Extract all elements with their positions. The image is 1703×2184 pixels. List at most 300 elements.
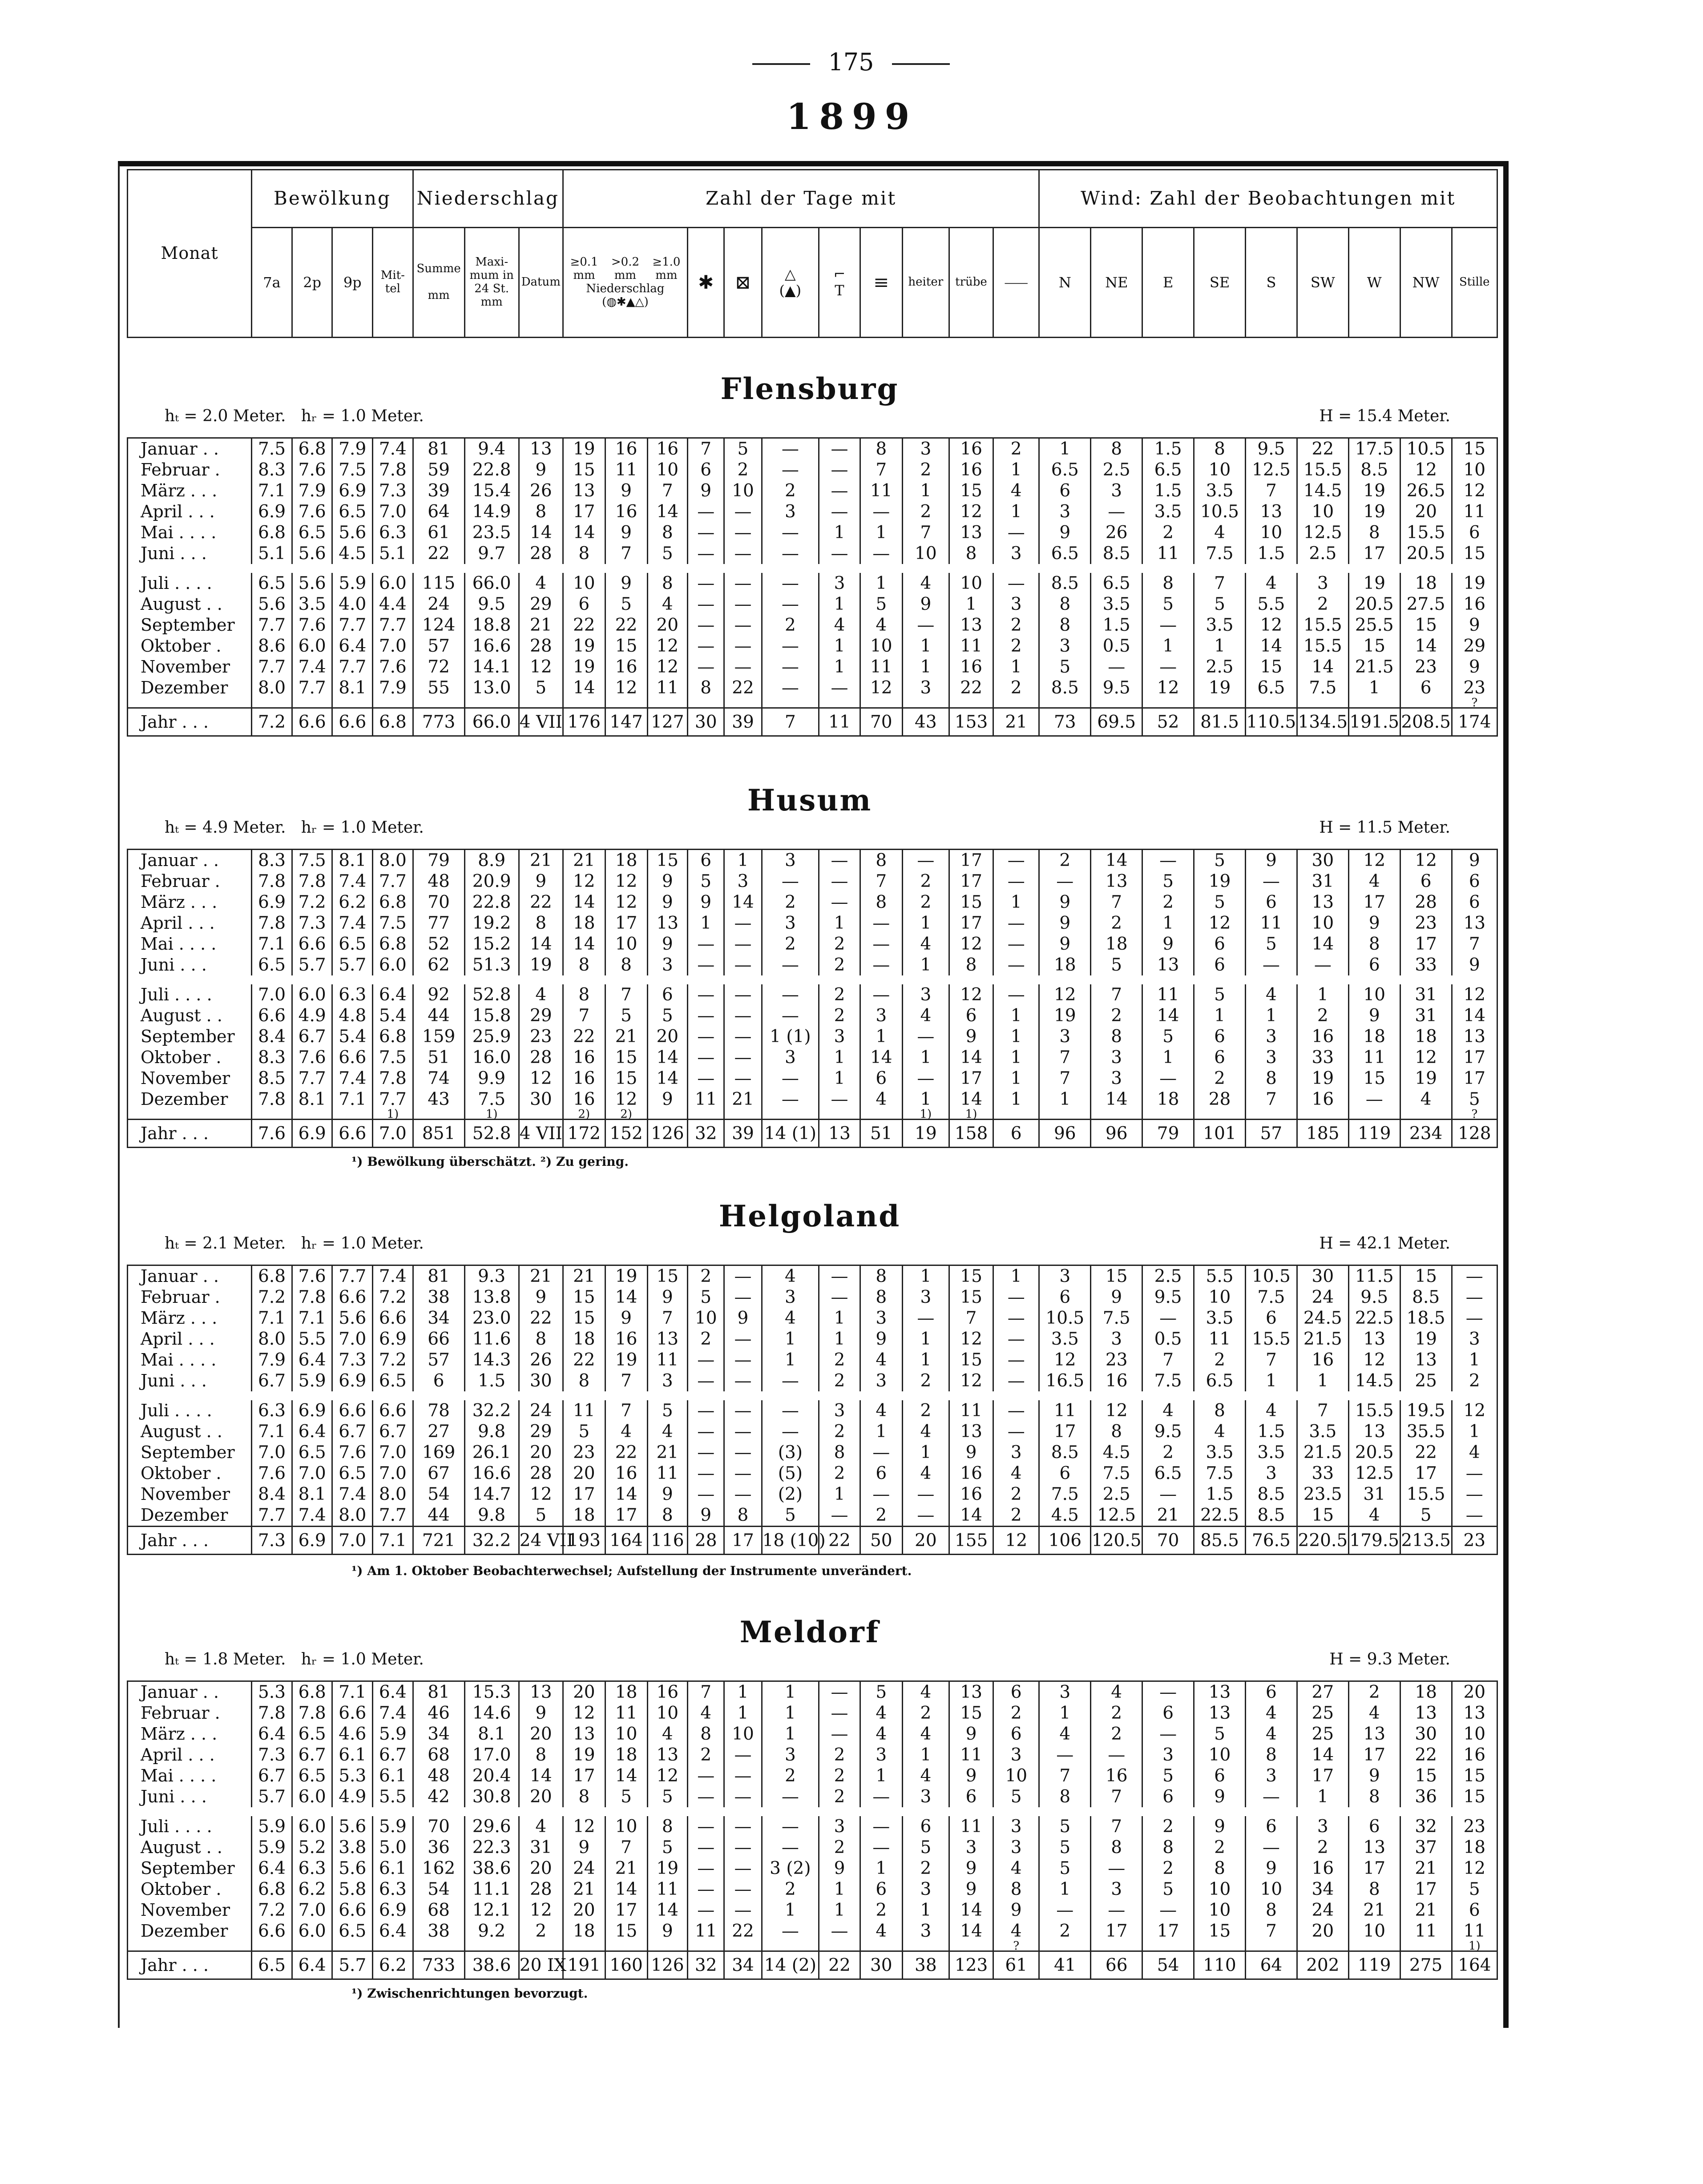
- cell: 66.0: [464, 573, 519, 594]
- cell: 6.5: [292, 1765, 332, 1786]
- cell: 6.3: [373, 522, 413, 543]
- cell: 9.8: [464, 1505, 519, 1527]
- cell: —: [902, 1505, 949, 1527]
- cell: 5.0: [373, 1837, 413, 1858]
- cell: 1: [860, 1765, 902, 1786]
- cell: 3: [902, 1879, 949, 1900]
- cell: 17: [563, 501, 605, 522]
- cell: 18: [563, 1921, 605, 1942]
- cell: 70: [860, 708, 902, 736]
- table-row: [128, 459, 1497, 480]
- cell: —: [724, 955, 762, 975]
- cell: 6.0: [373, 573, 413, 594]
- month-label: März . . .: [128, 480, 252, 501]
- cell: 54: [1142, 1951, 1194, 1979]
- footnote-mark: [1245, 698, 1297, 708]
- header-wind-s: S: [1245, 228, 1297, 338]
- cell: 5: [1039, 1837, 1091, 1858]
- cell: 2.5: [1297, 543, 1348, 564]
- cell: 1: [762, 1900, 819, 1921]
- cell: 6: [1245, 1681, 1297, 1703]
- cell: 22: [949, 677, 993, 698]
- cell: 10.5: [1194, 501, 1246, 522]
- cell: —: [819, 892, 860, 913]
- cell: 7.0: [332, 1329, 373, 1350]
- station-name: Meldorf: [739, 1615, 880, 1649]
- cell: 7.8: [292, 1703, 332, 1724]
- footnote-mark: [1348, 698, 1400, 708]
- cell: 21: [993, 708, 1039, 736]
- jahr-label: Jahr . . .: [128, 708, 252, 736]
- month-label: Februar .: [128, 459, 252, 480]
- cell: 11: [1194, 1329, 1246, 1350]
- cell: 12: [563, 871, 605, 892]
- month-label: März . . .: [128, 892, 252, 913]
- cell: 8.3: [252, 459, 292, 480]
- cell: 2: [688, 1745, 724, 1765]
- cell: 3.5: [1297, 1421, 1348, 1442]
- month-label: Dezember: [128, 1089, 252, 1110]
- cell: 16: [605, 501, 647, 522]
- cell: 4.5: [1039, 1505, 1091, 1527]
- cell: 18.5: [1400, 1308, 1452, 1329]
- cell: 7.5: [464, 1089, 519, 1110]
- cell: 6.4: [292, 1951, 332, 1979]
- cell: 11: [860, 657, 902, 677]
- cell: 7: [949, 1308, 993, 1329]
- cell: —: [688, 984, 724, 1005]
- cell: 2: [1348, 1681, 1400, 1703]
- cell: 8.0: [252, 1329, 292, 1350]
- cell: 5.5: [1245, 594, 1297, 615]
- footnote-mark: [1194, 1110, 1246, 1120]
- cell: 4: [762, 1308, 819, 1329]
- cell: 19: [563, 438, 605, 460]
- cell: 169: [413, 1442, 464, 1463]
- footnote: ¹) Bewölkung überschätzt. ²) Zu gering.: [351, 1154, 629, 1169]
- cell: 77: [413, 913, 464, 934]
- cell: 8.1: [332, 850, 373, 871]
- station-ht: hₜ = 2.1 Meter. hᵣ = 1.0 Meter.: [165, 1234, 424, 1253]
- cell: 7.0: [252, 1442, 292, 1463]
- cell: 12.5: [1245, 459, 1297, 480]
- cell: 14.5: [1297, 480, 1348, 501]
- cell: 5.7: [332, 955, 373, 975]
- table-row: [128, 892, 1497, 913]
- cell: —: [819, 871, 860, 892]
- cell: 12: [1400, 459, 1452, 480]
- cell: 3: [1297, 573, 1348, 594]
- cell: 5.2: [292, 1837, 332, 1858]
- cell: 6.9: [373, 1329, 413, 1350]
- cell: 7.5: [1091, 1463, 1142, 1484]
- cell: 8.5: [1400, 1287, 1452, 1308]
- cell: 162: [413, 1858, 464, 1879]
- cell: 7.0: [373, 1120, 413, 1148]
- cell: 23.5: [1297, 1484, 1348, 1505]
- cell: 17: [1091, 1921, 1142, 1942]
- cell: 12: [1245, 615, 1297, 636]
- cell: 4: [902, 1724, 949, 1745]
- cell: 15: [647, 850, 688, 871]
- cell: 1: [1039, 1089, 1091, 1110]
- cell: 13: [563, 1724, 605, 1745]
- cell: 5: [1039, 1816, 1091, 1837]
- cell: 17: [563, 1765, 605, 1786]
- cell: —: [688, 1026, 724, 1047]
- cell: 14: [647, 1047, 688, 1068]
- cell: 7.0: [252, 984, 292, 1005]
- cell: 10: [1452, 1724, 1497, 1745]
- cell: —: [762, 955, 819, 975]
- cell: 78: [413, 1400, 464, 1421]
- cell: 13: [647, 913, 688, 934]
- cell: —: [724, 1350, 762, 1370]
- cell: 9.7: [464, 543, 519, 564]
- cell: 5.6: [332, 1858, 373, 1879]
- cell: 1: [902, 1265, 949, 1287]
- cell: 15: [1245, 657, 1297, 677]
- cell: (5): [762, 1463, 819, 1484]
- cell: 17: [1039, 1421, 1091, 1442]
- cell: 15: [949, 1265, 993, 1287]
- cell: 12: [519, 1484, 563, 1505]
- footnote-mark: [1039, 1110, 1091, 1120]
- cell: 43: [902, 708, 949, 736]
- cell: 1: [902, 1900, 949, 1921]
- cell: —: [1245, 955, 1297, 975]
- cell: 4.6: [332, 1724, 373, 1745]
- cell: —: [1452, 1505, 1497, 1527]
- cell: 25.5: [1348, 615, 1400, 636]
- cell: 7.3: [292, 913, 332, 934]
- table-row: [128, 657, 1497, 677]
- cell: 5: [519, 1505, 563, 1527]
- table-row: [128, 438, 1497, 460]
- cell: (2): [762, 1484, 819, 1505]
- cell: 7: [1194, 573, 1246, 594]
- cell: —: [860, 984, 902, 1005]
- month-label: Oktober .: [128, 1047, 252, 1068]
- cell: 31: [1297, 871, 1348, 892]
- cell: —: [1091, 501, 1142, 522]
- cell: 5.7: [332, 1951, 373, 1979]
- cell: 7.8: [252, 913, 292, 934]
- cell: 12: [647, 1765, 688, 1786]
- cell: 1: [860, 522, 902, 543]
- cell: 6.9: [332, 480, 373, 501]
- cell: —: [724, 657, 762, 677]
- cell: 24: [1297, 1287, 1348, 1308]
- cell: 17: [605, 1900, 647, 1921]
- month-label: November: [128, 657, 252, 677]
- cell: 23: [1452, 1816, 1497, 1837]
- footnote-mark: [949, 1942, 993, 1951]
- cell: 6: [563, 594, 605, 615]
- footnote: ¹) Am 1. Oktober Beobachterwechsel; Aufstellung der Instrumente unverändert.: [351, 1563, 912, 1578]
- cell: 3: [1142, 1745, 1194, 1765]
- header-zahl-der-tage: Zahl der Tage mit: [563, 170, 1039, 228]
- cell: 13: [1400, 1703, 1452, 1724]
- cell: 4.8: [332, 1005, 373, 1026]
- cell: 5: [605, 1786, 647, 1807]
- cell: —: [688, 1005, 724, 1026]
- cell: 30: [1297, 1265, 1348, 1287]
- cell: 16.5: [1039, 1370, 1091, 1391]
- cell: 4: [860, 1724, 902, 1745]
- cell: 6.8: [252, 1879, 292, 1900]
- cell: 81: [413, 438, 464, 460]
- cell: 15: [949, 1287, 993, 1308]
- cell: 26.1: [464, 1442, 519, 1463]
- cell: 1: [902, 1350, 949, 1370]
- header-wind-se: SE: [1194, 228, 1246, 338]
- cell: 15: [949, 1350, 993, 1370]
- header-datum: Datum: [519, 228, 563, 338]
- cell: 7.2: [373, 1287, 413, 1308]
- cell: 7.7: [373, 1505, 413, 1527]
- cell: 1: [762, 1724, 819, 1745]
- cell: 8: [860, 892, 902, 913]
- month-label: September: [128, 1026, 252, 1047]
- cell: 1.5: [464, 1370, 519, 1391]
- cell: 8.3: [252, 1047, 292, 1068]
- cell: 6.6: [332, 1703, 373, 1724]
- cell: 41: [1039, 1951, 1091, 1979]
- cell: 6.3: [332, 984, 373, 1005]
- cell: 64: [1245, 1951, 1297, 1979]
- month-label: Februar .: [128, 1287, 252, 1308]
- cell: 1: [993, 1089, 1039, 1110]
- cell: 70: [1142, 1527, 1194, 1555]
- cell: 12: [605, 871, 647, 892]
- cell: 7.8: [373, 1068, 413, 1089]
- cell: 12: [1452, 1858, 1497, 1879]
- cell: 8: [563, 543, 605, 564]
- cell: 2: [688, 1329, 724, 1350]
- cell: 22: [724, 677, 762, 698]
- table-row: [128, 1265, 1497, 1287]
- cell: 17.5: [1348, 438, 1400, 460]
- cell: 7.1: [332, 1681, 373, 1703]
- cell: 9.5: [1142, 1287, 1194, 1308]
- cell: 4: [1194, 1421, 1246, 1442]
- cell: 6.9: [373, 1900, 413, 1921]
- cell: 6.7: [373, 1745, 413, 1765]
- cell: 30: [1400, 1724, 1452, 1745]
- cell: 7: [1245, 480, 1297, 501]
- cell: 6.4: [373, 1921, 413, 1942]
- cell: 3: [724, 871, 762, 892]
- cell: 6: [1194, 1026, 1246, 1047]
- cell: 18: [605, 850, 647, 871]
- cell: 14: [949, 1505, 993, 1527]
- header-wind: Wind: Zahl der Beobachtungen mit: [1039, 170, 1497, 228]
- cell: 10.5: [1245, 1265, 1297, 1287]
- cell: 4.9: [332, 1786, 373, 1807]
- cell: —: [1297, 955, 1348, 975]
- cell: 2: [902, 1400, 949, 1421]
- fog-icon: ≡: [860, 228, 902, 338]
- cell: 27: [413, 1421, 464, 1442]
- cell: 23: [1452, 677, 1497, 698]
- cell: 721: [413, 1527, 464, 1555]
- cell: 11: [1245, 913, 1297, 934]
- month-label: Mai . . . .: [128, 1765, 252, 1786]
- table-row: [128, 1505, 1497, 1527]
- cell: 9.9: [464, 1068, 519, 1089]
- cell: 6.9: [252, 892, 292, 913]
- cell: 4: [1091, 1681, 1142, 1703]
- cell: —: [724, 1421, 762, 1442]
- cell: 22: [519, 892, 563, 913]
- cell: 4: [762, 1265, 819, 1287]
- cell: —: [724, 636, 762, 657]
- cell: 66: [413, 1329, 464, 1350]
- cell: 7.1: [332, 1089, 373, 1110]
- cell: 6.5: [292, 1442, 332, 1463]
- cell: 5.9: [373, 1724, 413, 1745]
- cell: 18: [1142, 1089, 1194, 1110]
- cell: 1: [1297, 984, 1348, 1005]
- cell: 101: [1194, 1120, 1246, 1148]
- cell: —: [860, 913, 902, 934]
- cell: 10: [1348, 984, 1400, 1005]
- cell: —: [1142, 850, 1194, 871]
- table-row: [128, 636, 1497, 657]
- cell: 11: [605, 1703, 647, 1724]
- cell: —: [860, 1816, 902, 1837]
- cell: 21: [519, 850, 563, 871]
- footnote-mark: [519, 1942, 563, 1951]
- cell: 1: [762, 1350, 819, 1370]
- cell: 12.5: [1348, 1463, 1400, 1484]
- cell: 23: [519, 1026, 563, 1047]
- cell: 7.8: [252, 1089, 292, 1110]
- cell: 3: [993, 543, 1039, 564]
- cell: 6: [860, 1879, 902, 1900]
- cell: 79: [413, 850, 464, 871]
- cell: 76.5: [1245, 1527, 1297, 1555]
- cell: 12: [1194, 913, 1246, 934]
- month-label: Februar .: [128, 871, 252, 892]
- cell: 6.8: [373, 708, 413, 736]
- cell: 18: [1039, 955, 1091, 975]
- cell: 4: [902, 1765, 949, 1786]
- cell: 11: [688, 1921, 724, 1942]
- cell: 3.8: [332, 1837, 373, 1858]
- jahr-row: [128, 1527, 1497, 1555]
- cell: 4: [993, 480, 1039, 501]
- cell: 20: [519, 1858, 563, 1879]
- cell: 2: [902, 871, 949, 892]
- cell: 17: [949, 871, 993, 892]
- cell: 1.5: [1142, 438, 1194, 460]
- cell: 22.5: [1348, 1308, 1400, 1329]
- cell: 34: [413, 1308, 464, 1329]
- cell: 1: [902, 913, 949, 934]
- cell: 8.1: [292, 1089, 332, 1110]
- cell: 3.5: [292, 594, 332, 615]
- cell: —: [993, 913, 1039, 934]
- footnote-mark: [1091, 1942, 1142, 1951]
- cell: 17: [1348, 1745, 1400, 1765]
- table-row: [128, 677, 1497, 698]
- cell: 7.7: [252, 657, 292, 677]
- cell: 10: [1194, 1745, 1246, 1765]
- cell: —: [1245, 871, 1297, 892]
- cell: —: [819, 1703, 860, 1724]
- cell: 152: [605, 1120, 647, 1148]
- cell: 22.5: [1194, 1505, 1246, 1527]
- cell: 9: [1039, 934, 1091, 955]
- cell: 3: [762, 1047, 819, 1068]
- cell: 7.0: [292, 1900, 332, 1921]
- cell: 1: [819, 913, 860, 934]
- month-label: August . .: [128, 1421, 252, 1442]
- cell: 21.5: [1297, 1442, 1348, 1463]
- cell: 19: [1348, 573, 1400, 594]
- cell: 5: [647, 1786, 688, 1807]
- table-row: [128, 501, 1497, 522]
- footnote-mark: [1348, 1942, 1400, 1951]
- station-ht: hₜ = 1.8 Meter. hᵣ = 1.0 Meter.: [165, 1650, 424, 1668]
- cell: 17: [1452, 1068, 1497, 1089]
- footnote-mark: [688, 1110, 724, 1120]
- cell: 5.4: [373, 1005, 413, 1026]
- cell: 15.8: [464, 1005, 519, 1026]
- cell: 12: [605, 892, 647, 913]
- cell: 11.1: [464, 1879, 519, 1900]
- cell: 3: [902, 1287, 949, 1308]
- cell: 14: [949, 1921, 993, 1942]
- cell: 18: [563, 913, 605, 934]
- cell: 3: [647, 1370, 688, 1391]
- cell: 1: [1297, 1786, 1348, 1807]
- cell: 55: [413, 677, 464, 698]
- cell: 18: [1400, 573, 1452, 594]
- cell: 191.5: [1348, 708, 1400, 736]
- cell: 66.0: [464, 708, 519, 736]
- cell: 10: [860, 636, 902, 657]
- cell: 1: [819, 657, 860, 677]
- cell: 1: [902, 1442, 949, 1463]
- cell: 2: [1142, 1442, 1194, 1463]
- cell: 4.4: [373, 594, 413, 615]
- cell: 3: [1091, 1068, 1142, 1089]
- cell: 7.6: [292, 615, 332, 636]
- cell: 17: [1348, 892, 1400, 913]
- cell: 9: [1194, 1816, 1246, 1837]
- cell: 8: [1348, 934, 1400, 955]
- month-label: Januar . .: [128, 1265, 252, 1287]
- cell: 2: [993, 1505, 1039, 1527]
- cell: 8: [1194, 1400, 1246, 1421]
- cell: 3: [1245, 1026, 1297, 1047]
- cell: 4: [860, 1089, 902, 1110]
- cell: 8: [1091, 1421, 1142, 1442]
- cell: —: [724, 501, 762, 522]
- cell: —: [724, 1265, 762, 1287]
- cell: —: [993, 1400, 1039, 1421]
- cell: 202: [1297, 1951, 1348, 1979]
- cell: 5: [1194, 850, 1246, 871]
- cell: 5: [762, 1505, 819, 1527]
- cell: 21.5: [1297, 1329, 1348, 1350]
- cell: —: [860, 1786, 902, 1807]
- cell: 2: [1091, 1724, 1142, 1745]
- cell: 12: [1348, 850, 1400, 871]
